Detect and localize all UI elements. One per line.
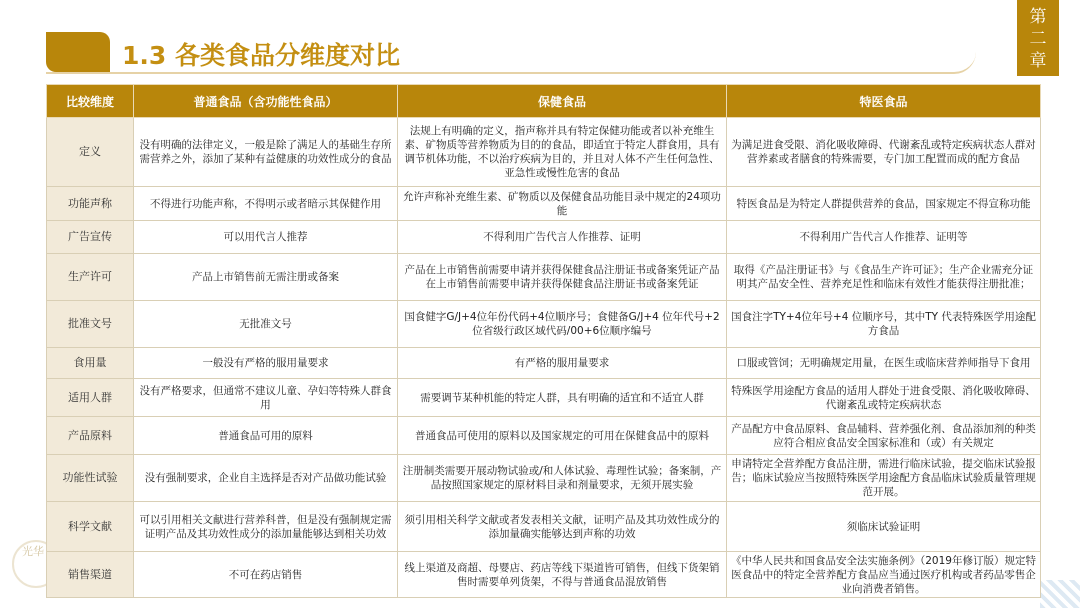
- table-row: [47, 552, 1041, 598]
- header-cell: 保健食品: [398, 85, 727, 118]
- dimension-cell: 销售渠道: [47, 552, 134, 598]
- dimension-cell: 产品原料: [47, 417, 134, 455]
- table-cell: 不得利用广告代言人作推荐、证明等: [727, 221, 1041, 254]
- table-cell: 需要调节某种机能的特定人群，具有明确的适宜和不适宜人群: [398, 379, 727, 417]
- header-cell: 特医食品: [727, 85, 1041, 118]
- table-cell: 特医食品是为特定人群提供营养的食品，国家规定不得宣称功能: [727, 187, 1041, 221]
- table-cell: 国食健字G/J+4位年份代码+4位顺序号；食健备G/J+4 位年代号+2位省级行政区域代码/00+6位顺序编号: [398, 301, 727, 348]
- table-cell: 产品上市销售前无需注册或备案: [134, 254, 398, 301]
- title-accent-block: [46, 32, 110, 72]
- table-cell: 没有明确的法律定义，一般是除了满足人的基础生存所需营养之外，添加了某种有益健康的功效性成分的食品: [134, 118, 398, 187]
- dimension-cell: 定义: [47, 118, 134, 187]
- table-row: [47, 502, 1041, 552]
- header-cell: 比较维度: [47, 85, 134, 118]
- table-cell: 国食注字TY+4位年号+4 位顺序号，其中TY 代表特殊医学用途配方食品: [727, 301, 1041, 348]
- table-cell: 须引用相关科学文献或者发表相关文献，证明产品及其功效性成分的添加量确实能够达到声称的功效: [398, 502, 727, 552]
- table-cell: 须临床试验证明: [727, 502, 1041, 552]
- table-cell: 普通食品可使用的原料以及国家规定的可用在保健食品中的原料: [398, 417, 727, 455]
- table-cell: 不得利用广告代言人作推荐、证明: [398, 221, 727, 254]
- table-cell: 取得《产品注册证书》与《食品生产许可证》；生产企业需充分证明其产品安全性、营养充足性和临床有效性才能获得注册批准；: [727, 254, 1041, 301]
- dimension-cell: 功能声称: [47, 187, 134, 221]
- dimension-cell: 科学文献: [47, 502, 134, 552]
- table-cell: 无批准文号: [134, 301, 398, 348]
- table-cell: 允许声称补充维生素、矿物质以及保健食品功能目录中规定的24项功能: [398, 187, 727, 221]
- table-cell: 产品在上市销售前需要申请并获得保健食品注册证书或备案凭证产品在上市销售前需要申请并获得保健食品注册证书或备案凭证: [398, 254, 727, 301]
- table-cell: 注册制类需要开展动物试验或/和人体试验、毒理性试验；备案制，产品按照国家规定的原材料目录和剂量要求，无须开展实验: [398, 455, 727, 502]
- table-row: [47, 221, 1041, 254]
- table-cell: 线上渠道及商超、母婴店、药店等线下渠道皆可销售，但线下货架销售时需要单列货架，不得与普通食品混放销售: [398, 552, 727, 598]
- table-cell: 普通食品可用的原料: [134, 417, 398, 455]
- table-row: [47, 348, 1041, 379]
- chapter-char: 章: [1029, 51, 1047, 71]
- table-row: [47, 417, 1041, 455]
- header-cell: 普通食品（含功能性食品）: [134, 85, 398, 118]
- table-cell: 可以引用相关文献进行营养科普，但是没有强制规定需证明产品及其功效性成分的添加量能够达到相关功效: [134, 502, 398, 552]
- table-cell: 可以用代言人推荐: [134, 221, 398, 254]
- dimension-cell: 生产许可: [47, 254, 134, 301]
- table-row: [47, 455, 1041, 502]
- table-cell: 没有强制要求，企业自主选择是否对产品做功能试验: [134, 455, 398, 502]
- table-cell: 《中华人民共和国食品安全法实施条例》（2019年修订版）规定特医食品中的特定全营养配方食品应当通过医疗机构或者药品零售企业向消费者销售。: [727, 552, 1041, 598]
- table-cell: 法规上有明确的定义，指声称并具有特定保健功能或者以补充维生素、矿物质等营养物质为目的的食品，即适宜于特定人群食用，具有调节机体功能，不以治疗疾病为目的，并且对人体不产生任何急性、亚急性或慢性危害的食品: [398, 118, 727, 187]
- table-row: [47, 301, 1041, 348]
- table-cell: 不可在药店销售: [134, 552, 398, 598]
- table-cell: 没有严格要求，但通常不建议儿童、孕妇等特殊人群食用: [134, 379, 398, 417]
- table-header-row: [47, 85, 1041, 118]
- dimension-cell: 广告宣传: [47, 221, 134, 254]
- table-cell: 不得进行功能声称，不得明示或者暗示其保健作用: [134, 187, 398, 221]
- table-cell: 为满足进食受限、消化吸收障碍、代谢紊乱或特定疾病状态人群对营养素或者膳食的特殊需要，专门加工配置而成的配方食品: [727, 118, 1041, 187]
- table-row: [47, 379, 1041, 417]
- table-row: [47, 118, 1041, 187]
- table-cell: 申请特定全营养配方食品注册，需进行临床试验，提交临床试验报告；临床试验应当按照特殊医学用途配方食品临床试验质量管理规范开展。: [727, 455, 1041, 502]
- dimension-cell: 适用人群: [47, 379, 134, 417]
- table-cell: 口服或管饲；无明确规定用量，在医生或临床营养师指导下食用: [727, 348, 1041, 379]
- dimension-cell: 功能性试验: [47, 455, 134, 502]
- chapter-tab: [1017, 0, 1059, 76]
- chapter-char: 第: [1029, 7, 1047, 27]
- table-cell: 一般没有严格的服用量要求: [134, 348, 398, 379]
- chapter-char: 二: [1029, 29, 1047, 49]
- page-title: 1.3 各类食品分维度对比: [122, 41, 400, 70]
- title-bar: [46, 32, 976, 74]
- comparison-table: [46, 84, 1041, 598]
- table-row: [47, 254, 1041, 301]
- table-cell: 产品配方中食品原料、食品辅料、营养强化剂、食品添加剂的种类应符合相应食品安全国家标准和（或）有关规定: [727, 417, 1041, 455]
- table-cell: 特殊医学用途配方食品的适用人群处于进食受限、消化吸收障碍、代谢紊乱或特定疾病状态: [727, 379, 1041, 417]
- dimension-cell: 食用量: [47, 348, 134, 379]
- decorative-seal-text: 光华: [22, 545, 44, 558]
- decorative-pattern: [1040, 580, 1080, 608]
- dimension-cell: 批准文号: [47, 301, 134, 348]
- table-cell: 有严格的服用量要求: [398, 348, 727, 379]
- table-row: [47, 187, 1041, 221]
